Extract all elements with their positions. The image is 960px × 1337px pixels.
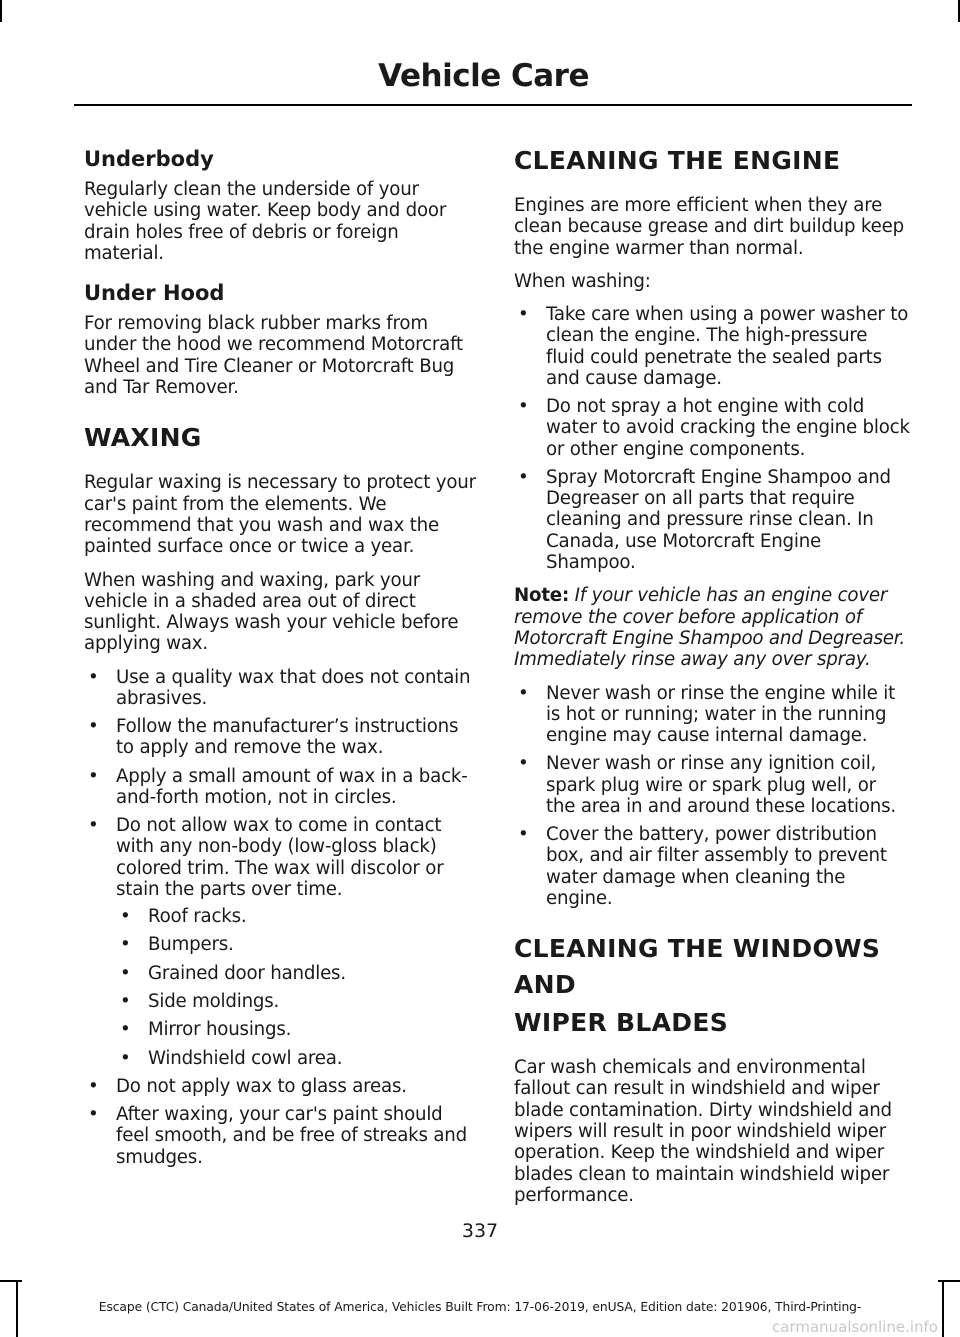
right-column bbox=[514, 140, 910, 1218]
list-item: • Spray Motorcraft Engine Shampoo and Degreaser on all parts that require cleaning and pressure rinse clean. In Canada, use Motorcraft Engine Shampoo. bbox=[514, 467, 910, 573]
underbody-text: Regularly clean the underside of your vehicle using water. Keep body and door drain holes free of debris or foreign material. bbox=[84, 179, 447, 264]
note-label: Note: bbox=[514, 585, 570, 607]
list-item: • Follow the manufacturer’s instructions to apply and remove the wax. bbox=[84, 716, 478, 759]
waxing-heading: WAXING bbox=[84, 423, 202, 453]
sub-list-item: • Side moldings. bbox=[116, 991, 478, 1012]
crop-mark-top-left bbox=[0, 0, 2, 22]
windows-heading-line2: WIPER BLADES bbox=[514, 1008, 729, 1038]
when-washing-text: When washing: bbox=[514, 270, 651, 292]
waxing-paragraph: When washing and waxing, park your vehicle in a shaded area out of direct sunlight. Always wash your vehicle before applying wax. bbox=[84, 569, 459, 655]
engine-note bbox=[514, 585, 910, 670]
note-text: If your vehicle has an engine cover remove the cover before application of Motorcraft Engine Shampoo and Degreaser. Immediately rinse away any over spray. bbox=[514, 585, 905, 671]
engine-bullet-list bbox=[514, 304, 910, 573]
engine-warning-list bbox=[514, 683, 910, 910]
list-item: • After waxing, your car's paint should feel smooth, and be free of streaks and smudges. bbox=[84, 1104, 478, 1168]
list-item bbox=[84, 815, 478, 1069]
sub-list-item: • Grained door handles. bbox=[116, 963, 478, 984]
left-column bbox=[84, 140, 478, 1180]
list-item: • Do not apply wax to glass areas. bbox=[84, 1076, 478, 1097]
page-number: 337 bbox=[461, 1220, 499, 1242]
cleaning-engine-intro: Engines are more efficient when they are clean because grease and dirt buildup keep the engine warmer than normal. bbox=[514, 195, 904, 259]
sub-list-item: • Windshield cowl area. bbox=[116, 1048, 478, 1069]
under-hood-text: For removing black rubber marks from under the hood we recommend Motorcraft Wheel and Tire Cleaner or Motorcraft Bug and Tar Remover. bbox=[84, 313, 463, 399]
sub-list-item: • Bumpers. bbox=[116, 934, 478, 955]
under-hood-heading: Under Hood bbox=[84, 281, 225, 306]
cleaning-engine-heading: CLEANING THE ENGINE bbox=[514, 146, 841, 175]
footer-edition-info: Escape (CTC) Canada/United States of America, Vehicles Built From: 17-06-2019, enUSA, Edition date: 201906, Third-Printing- bbox=[98, 1300, 862, 1314]
list-item: • Take care when using a power washer to clean the engine. The high-pressure fluid could penetrate the sealed parts and cause damage. bbox=[514, 304, 910, 389]
list-item: • Use a quality wax that does not contain abrasives. bbox=[84, 667, 478, 710]
waxing-bullet-list bbox=[84, 667, 478, 1168]
sub-list-item: • Mirror housings. bbox=[116, 1019, 478, 1040]
list-item: • Do not spray a hot engine with cold water to avoid cracking the engine block or other engine components. bbox=[514, 396, 910, 460]
list-item: • Never wash or rinse the engine while it is hot or running; water in the running engine may cause internal damage. bbox=[514, 683, 910, 747]
trim-parts-sub-list bbox=[116, 906, 478, 1069]
sub-list-item: • Roof racks. bbox=[116, 906, 478, 927]
section-title: Vehicle Care bbox=[378, 58, 589, 94]
watermark: carmanualsonline.info bbox=[772, 1318, 938, 1336]
windows-heading-line1: CLEANING THE WINDOWS AND bbox=[514, 934, 881, 1000]
list-item: • Cover the battery, power distribution box, and air filter assembly to prevent water damage when cleaning the engine. bbox=[514, 824, 910, 909]
waxing-paragraph: Regular waxing is necessary to protect your car's paint from the elements. We recommend that you wash and wax the painted surface once or twice a year. bbox=[84, 472, 476, 558]
list-item: • Never wash or rinse any ignition coil, spark plug wire or spark plug well, or the area in and around these locations. bbox=[514, 753, 910, 817]
list-item-text: Do not allow wax to come in contact with any non-body (low-gloss black) colored trim. The wax will discolor or stain the parts over time. bbox=[116, 814, 444, 900]
header-rule bbox=[74, 104, 912, 106]
windows-text: Car wash chemicals and environmental fallout can result in windshield and wiper blade contamination. Dirty windshield and wipers will result in poor windshield wiper operation. Keep the windshield and wiper blades clean to maintain windshield wiper performance. bbox=[514, 1057, 892, 1206]
underbody-heading: Underbody bbox=[84, 147, 214, 171]
crop-mark-bottom-left bbox=[0, 1280, 22, 1282]
list-item: • Apply a small amount of wax in a back-and-forth motion, not in circles. bbox=[84, 766, 478, 809]
